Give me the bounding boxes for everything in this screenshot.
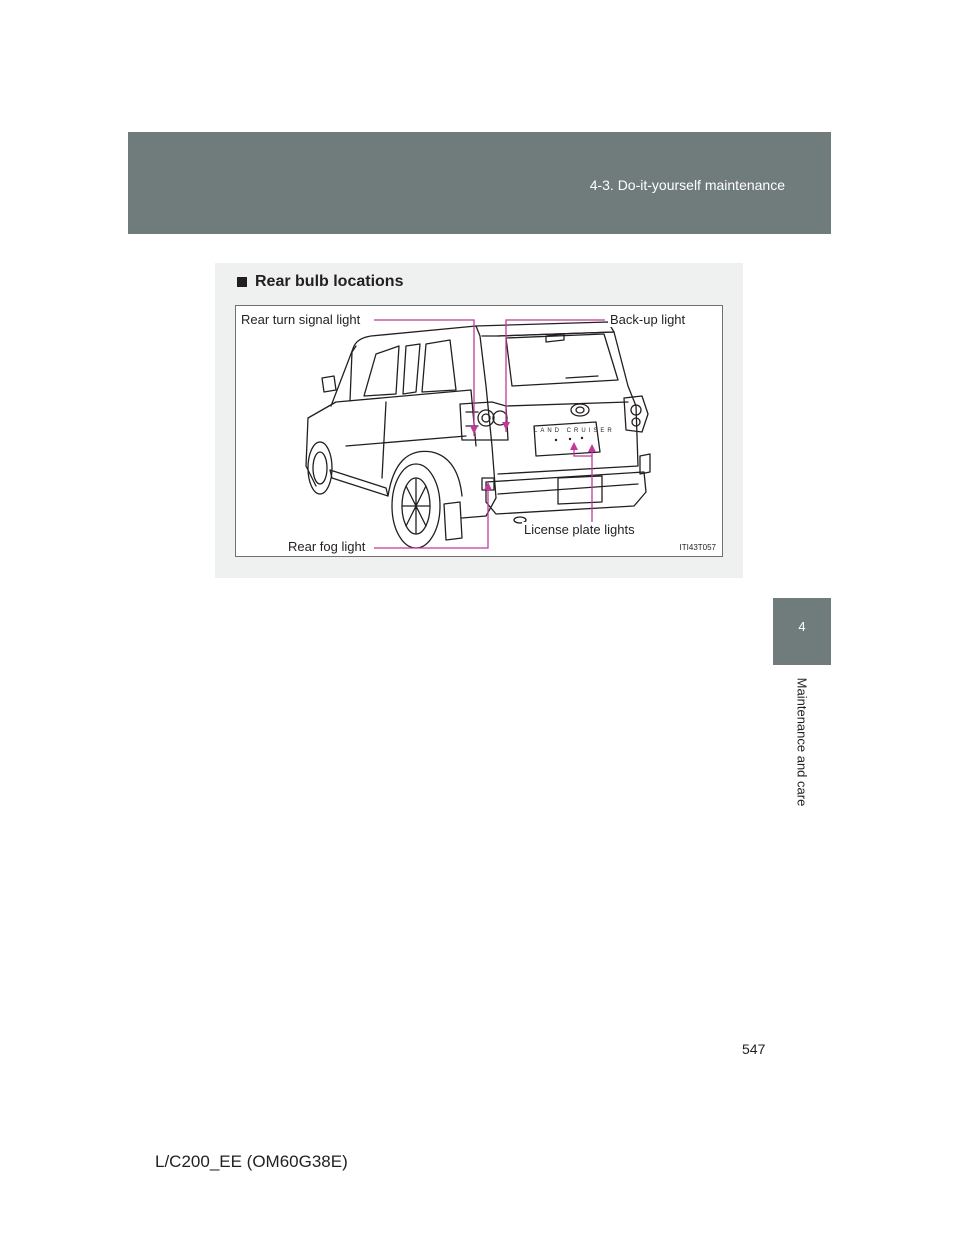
callout-back-up: Back-up light: [610, 312, 686, 327]
vehicle-rear-illustration: [236, 306, 724, 558]
section-title-text: Rear bulb locations: [255, 273, 404, 290]
figure-code: ITI43T057: [679, 543, 716, 552]
callout-rear-fog: Rear fog light: [288, 539, 366, 554]
rear-bulb-panel: [215, 263, 743, 578]
chapter-tab: [773, 598, 831, 665]
chapter-number: 4: [798, 619, 806, 634]
callout-license-plate: License plate lights: [524, 522, 635, 537]
section-heading: 4-3. Do-it-yourself maintenance: [589, 177, 785, 193]
rear-bulb-figure: [235, 305, 723, 557]
page-number: 547: [742, 1041, 766, 1057]
section-title: [237, 273, 403, 291]
document-code: L/C200_EE (OM60G38E): [155, 1152, 348, 1171]
page-header: [128, 132, 831, 234]
square-bullet-icon: [237, 277, 247, 287]
chapter-label: Maintenance and care: [794, 677, 810, 807]
callout-rear-turn-signal: Rear turn signal light: [241, 312, 361, 327]
tailgate-badge: LAND CRUISER: [534, 428, 615, 434]
